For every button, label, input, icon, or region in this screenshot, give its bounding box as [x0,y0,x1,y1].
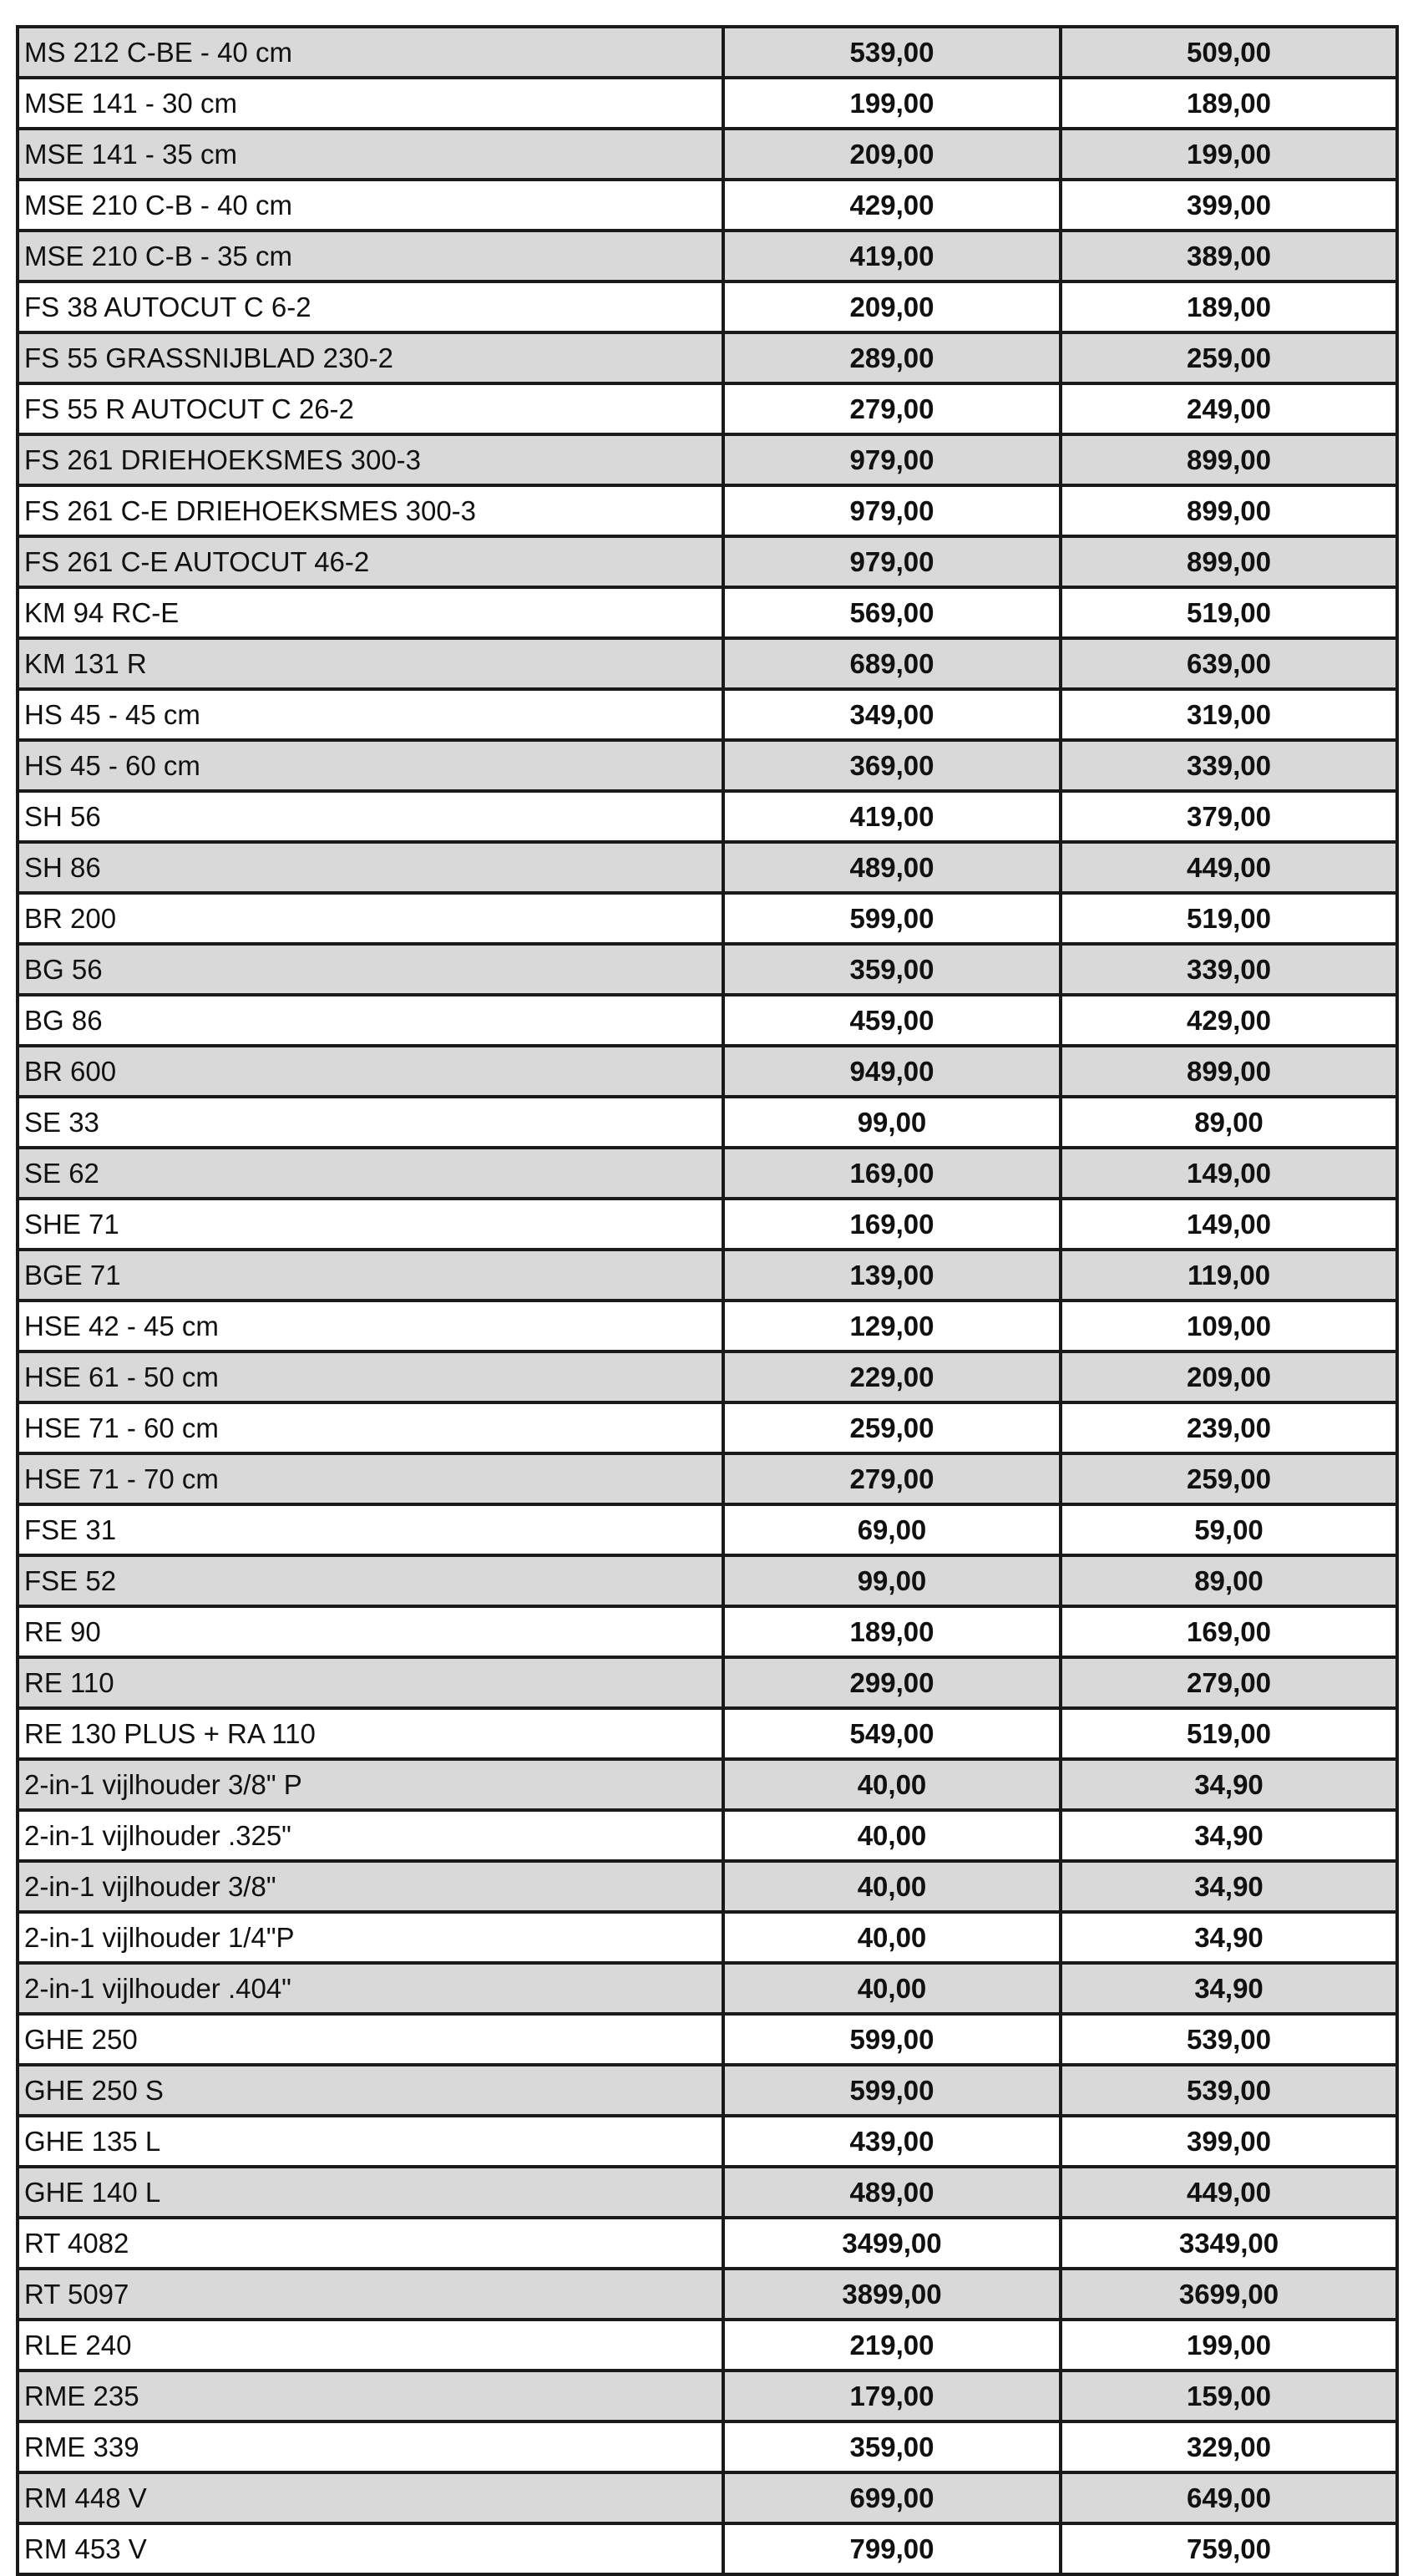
price-cell-2: 519,00 [1061,587,1397,638]
price-cell-1: 539,00 [723,27,1061,78]
product-name-cell: SH 86 [18,842,723,893]
price-cell-1: 219,00 [723,2320,1061,2371]
product-name-cell: RME 235 [18,2371,723,2421]
product-name-cell: 2-in-1 vijlhouder .404" [18,1963,723,2014]
price-cell-2: 899,00 [1061,536,1397,587]
table-row [18,281,1397,332]
product-name-cell: RLE 240 [18,2320,723,2371]
product-name-cell: MSE 210 C-B - 35 cm [18,231,723,281]
price-cell-1: 40,00 [723,1912,1061,1963]
price-cell-2: 509,00 [1061,27,1397,78]
table-row [18,2065,1397,2116]
table-row [18,1351,1397,1402]
price-cell-1: 419,00 [723,791,1061,842]
product-name-cell: MSE 141 - 30 cm [18,78,723,129]
price-cell-2: 319,00 [1061,689,1397,740]
price-cell-1: 419,00 [723,231,1061,281]
table-row [18,2320,1397,2371]
product-name-cell: BG 86 [18,995,723,1046]
product-name-cell: GHE 135 L [18,2116,723,2167]
product-name-cell: BR 600 [18,1046,723,1097]
price-cell-2: 399,00 [1061,2116,1397,2167]
price-cell-2: 339,00 [1061,740,1397,791]
product-name-cell: FS 261 C-E AUTOCUT 46-2 [18,536,723,587]
price-cell-2: 59,00 [1061,1504,1397,1555]
price-cell-1: 169,00 [723,1148,1061,1199]
product-name-cell: HS 45 - 60 cm [18,740,723,791]
product-name-cell: HSE 61 - 50 cm [18,1351,723,1402]
price-cell-2: 759,00 [1061,2523,1397,2574]
product-name-cell: 2-in-1 vijlhouder .325" [18,1810,723,1861]
price-cell-2: 149,00 [1061,1199,1397,1250]
table-row [18,2218,1397,2269]
table-row [18,231,1397,281]
product-name-cell: RE 110 [18,1657,723,1708]
price-cell-2: 379,00 [1061,791,1397,842]
price-cell-1: 429,00 [723,180,1061,231]
table-row [18,1861,1397,1912]
product-name-cell: RE 90 [18,1606,723,1657]
product-name-cell: SE 62 [18,1148,723,1199]
product-name-cell: HSE 71 - 60 cm [18,1402,723,1453]
product-name-cell: 2-in-1 vijlhouder 1/4"P [18,1912,723,1963]
price-cell-2: 89,00 [1061,1097,1397,1148]
product-name-cell: FS 55 R AUTOCUT C 26-2 [18,383,723,434]
price-cell-1: 209,00 [723,281,1061,332]
table-row [18,1759,1397,1810]
price-cell-2: 34,90 [1061,1759,1397,1810]
table-row [18,2116,1397,2167]
price-cell-2: 34,90 [1061,1912,1397,1963]
table-row [18,485,1397,536]
product-name-cell: BGE 71 [18,1250,723,1301]
product-name-cell: HSE 42 - 45 cm [18,1301,723,1351]
price-cell-2: 159,00 [1061,2371,1397,2421]
price-cell-1: 129,00 [723,1301,1061,1351]
price-cell-2: 339,00 [1061,944,1397,995]
price-cell-1: 69,00 [723,1504,1061,1555]
table-row [18,1810,1397,1861]
price-cell-1: 549,00 [723,1708,1061,1759]
product-name-cell: KM 131 R [18,638,723,689]
price-cell-2: 329,00 [1061,2421,1397,2472]
price-cell-2: 89,00 [1061,1555,1397,1606]
price-cell-1: 99,00 [723,1097,1061,1148]
product-name-cell: HSE 71 - 70 cm [18,1453,723,1504]
price-cell-1: 599,00 [723,893,1061,944]
product-name-cell: FSE 52 [18,1555,723,1606]
price-cell-1: 599,00 [723,2014,1061,2065]
product-name-cell: BG 56 [18,944,723,995]
price-cell-1: 359,00 [723,2421,1061,2472]
price-cell-1: 199,00 [723,78,1061,129]
price-cell-1: 979,00 [723,434,1061,485]
price-cell-1: 489,00 [723,842,1061,893]
table-row [18,2167,1397,2218]
product-name-cell: GHE 250 S [18,2065,723,2116]
price-cell-2: 519,00 [1061,1708,1397,1759]
product-name-cell: FS 38 AUTOCUT C 6-2 [18,281,723,332]
price-table [16,25,1399,2576]
price-cell-2: 259,00 [1061,1453,1397,1504]
product-name-cell: FS 261 C-E DRIEHOEKSMES 300-3 [18,485,723,536]
price-cell-1: 259,00 [723,1402,1061,1453]
table-row [18,587,1397,638]
product-name-cell: RT 5097 [18,2269,723,2320]
price-cell-2: 539,00 [1061,2014,1397,2065]
price-cell-1: 40,00 [723,1810,1061,1861]
table-row [18,1046,1397,1097]
price-cell-1: 3899,00 [723,2269,1061,2320]
table-row [18,2421,1397,2472]
table-row [18,995,1397,1046]
price-cell-1: 349,00 [723,689,1061,740]
price-cell-1: 99,00 [723,1555,1061,1606]
table-row [18,2014,1397,2065]
table-row [18,1148,1397,1199]
price-cell-1: 169,00 [723,1199,1061,1250]
price-cell-2: 189,00 [1061,78,1397,129]
price-cell-2: 449,00 [1061,2167,1397,2218]
price-cell-2: 429,00 [1061,995,1397,1046]
price-cell-2: 899,00 [1061,485,1397,536]
table-row [18,180,1397,231]
table-row [18,1301,1397,1351]
price-cell-2: 899,00 [1061,434,1397,485]
price-cell-2: 449,00 [1061,842,1397,893]
table-row [18,1504,1397,1555]
product-name-cell: BR 200 [18,893,723,944]
table-row [18,1453,1397,1504]
product-name-cell: GHE 140 L [18,2167,723,2218]
price-cell-2: 639,00 [1061,638,1397,689]
price-cell-1: 40,00 [723,1861,1061,1912]
price-cell-1: 189,00 [723,1606,1061,1657]
product-name-cell: GHE 250 [18,2014,723,2065]
product-name-cell: 2-in-1 vijlhouder 3/8" P [18,1759,723,1810]
price-cell-1: 139,00 [723,1250,1061,1301]
table-row [18,1606,1397,1657]
price-cell-2: 109,00 [1061,1301,1397,1351]
price-cell-1: 359,00 [723,944,1061,995]
price-cell-1: 279,00 [723,1453,1061,1504]
table-row [18,893,1397,944]
product-name-cell: SHE 71 [18,1199,723,1250]
price-cell-1: 209,00 [723,129,1061,180]
price-cell-1: 40,00 [723,1963,1061,2014]
price-cell-1: 439,00 [723,2116,1061,2167]
table-row [18,27,1397,78]
price-cell-2: 169,00 [1061,1606,1397,1657]
table-row [18,434,1397,485]
price-cell-2: 539,00 [1061,2065,1397,2116]
table-row [18,791,1397,842]
price-cell-1: 689,00 [723,638,1061,689]
table-row [18,638,1397,689]
table-row [18,2371,1397,2421]
price-cell-1: 489,00 [723,2167,1061,2218]
product-name-cell: FS 261 DRIEHOEKSMES 300-3 [18,434,723,485]
table-row [18,2472,1397,2523]
price-cell-1: 179,00 [723,2371,1061,2421]
table-row [18,2523,1397,2574]
product-name-cell: RM 448 V [18,2472,723,2523]
product-name-cell: 2-in-1 vijlhouder 3/8" [18,1861,723,1912]
price-cell-2: 3349,00 [1061,2218,1397,2269]
price-cell-2: 649,00 [1061,2472,1397,2523]
price-cell-1: 289,00 [723,332,1061,383]
table-row [18,944,1397,995]
table-row [18,1708,1397,1759]
product-name-cell: MSE 210 C-B - 40 cm [18,180,723,231]
price-cell-1: 949,00 [723,1046,1061,1097]
product-name-cell: FS 55 GRASSNIJBLAD 230-2 [18,332,723,383]
price-cell-1: 279,00 [723,383,1061,434]
price-cell-1: 3499,00 [723,2218,1061,2269]
table-row [18,1657,1397,1708]
product-name-cell: HS 45 - 45 cm [18,689,723,740]
table-row [18,332,1397,383]
table-row [18,2269,1397,2320]
table-row [18,1555,1397,1606]
price-cell-2: 3699,00 [1061,2269,1397,2320]
price-cell-1: 799,00 [723,2523,1061,2574]
price-cell-1: 459,00 [723,995,1061,1046]
product-name-cell: MSE 141 - 35 cm [18,129,723,180]
product-name-cell: FSE 31 [18,1504,723,1555]
price-cell-1: 40,00 [723,1759,1061,1810]
price-cell-2: 899,00 [1061,1046,1397,1097]
price-cell-2: 119,00 [1061,1250,1397,1301]
product-name-cell: RT 4082 [18,2218,723,2269]
product-name-cell: SE 33 [18,1097,723,1148]
price-cell-1: 299,00 [723,1657,1061,1708]
price-cell-2: 279,00 [1061,1657,1397,1708]
price-cell-2: 389,00 [1061,231,1397,281]
price-cell-2: 199,00 [1061,129,1397,180]
product-name-cell: MS 212 C-BE - 40 cm [18,27,723,78]
price-cell-2: 149,00 [1061,1148,1397,1199]
price-cell-2: 189,00 [1061,281,1397,332]
price-cell-1: 369,00 [723,740,1061,791]
table-row [18,1912,1397,1963]
price-cell-1: 979,00 [723,485,1061,536]
price-cell-1: 569,00 [723,587,1061,638]
table-row [18,689,1397,740]
price-cell-2: 209,00 [1061,1351,1397,1402]
table-row [18,1402,1397,1453]
product-name-cell: RME 339 [18,2421,723,2472]
table-row [18,740,1397,791]
price-table-body [18,27,1397,2574]
product-name-cell: SH 56 [18,791,723,842]
table-row [18,78,1397,129]
price-cell-2: 34,90 [1061,1861,1397,1912]
table-row [18,536,1397,587]
price-cell-2: 199,00 [1061,2320,1397,2371]
price-cell-2: 34,90 [1061,1810,1397,1861]
price-cell-1: 699,00 [723,2472,1061,2523]
price-cell-2: 34,90 [1061,1963,1397,2014]
product-name-cell: KM 94 RC-E [18,587,723,638]
price-cell-1: 599,00 [723,2065,1061,2116]
table-row [18,1250,1397,1301]
table-row [18,1963,1397,2014]
price-cell-2: 249,00 [1061,383,1397,434]
price-cell-2: 239,00 [1061,1402,1397,1453]
price-cell-2: 399,00 [1061,180,1397,231]
table-row [18,1199,1397,1250]
product-name-cell: RM 453 V [18,2523,723,2574]
table-row [18,129,1397,180]
table-row [18,1097,1397,1148]
price-cell-2: 519,00 [1061,893,1397,944]
price-cell-2: 259,00 [1061,332,1397,383]
price-cell-1: 229,00 [723,1351,1061,1402]
table-row [18,383,1397,434]
product-name-cell: RE 130 PLUS + RA 110 [18,1708,723,1759]
table-row [18,842,1397,893]
price-cell-1: 979,00 [723,536,1061,587]
